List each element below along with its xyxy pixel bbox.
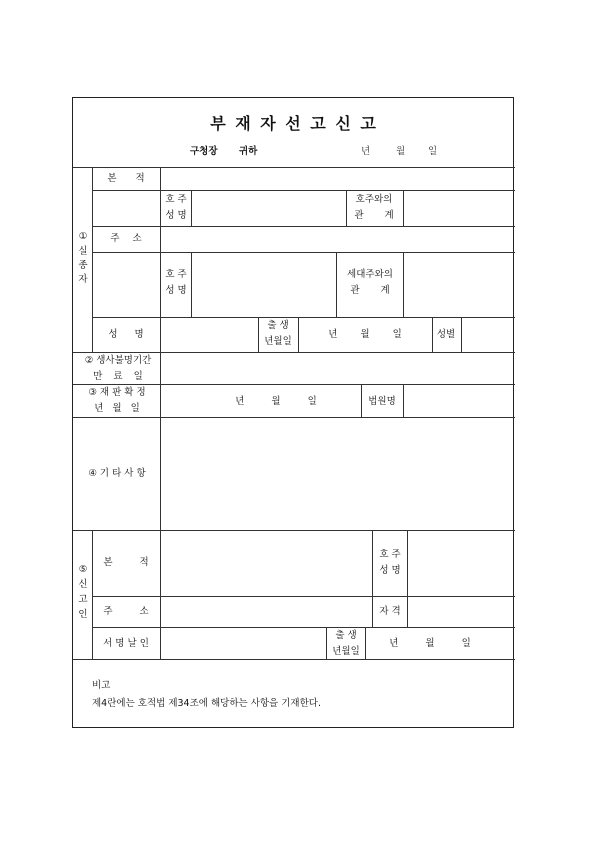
reporter-household-head-label: 호 주 xyxy=(379,549,401,560)
rule xyxy=(298,317,299,352)
rule xyxy=(160,530,161,659)
date-month: 월 xyxy=(396,146,406,157)
reporter-address-label: 주 소 xyxy=(103,606,149,617)
rule xyxy=(432,317,433,352)
section5-number: ⑤ xyxy=(78,564,88,575)
form-title: 부 재 자 선 고 신 고 xyxy=(210,114,378,133)
rule xyxy=(73,167,515,168)
rule xyxy=(92,530,93,659)
section3-label: 년 월 일 xyxy=(94,403,140,414)
household-head-label: 호 주 xyxy=(165,194,187,205)
reporter-birth-date-placeholder: 년 월 일 xyxy=(389,638,471,649)
reporter-birth-label: 출 생 xyxy=(335,630,357,641)
reporter-household-head-label: 성 명 xyxy=(379,565,401,576)
section4-label: ④ 기 타 사 항 xyxy=(88,468,146,479)
section2-label: 만 료 일 xyxy=(93,371,143,382)
rule xyxy=(73,659,515,660)
name-label: 성 명 xyxy=(108,329,144,340)
rule xyxy=(372,530,373,627)
section1-label-char: 종 xyxy=(78,260,88,271)
rule xyxy=(160,226,161,252)
court-label: 법원명 xyxy=(368,396,396,407)
rule xyxy=(160,167,161,190)
rule xyxy=(92,317,515,318)
birth-label: 출 생 xyxy=(267,320,289,331)
birth-date-placeholder: 년 월 일 xyxy=(328,329,402,340)
section1-label-char: 자 xyxy=(78,274,88,285)
relation-label: 호주와의 xyxy=(355,194,393,205)
domicile-label: 본 적 xyxy=(107,173,145,184)
rule xyxy=(92,226,515,227)
relation-label: 관 계 xyxy=(354,210,394,221)
rule xyxy=(73,530,515,531)
section1-number: ① xyxy=(78,231,88,242)
rule xyxy=(403,252,404,317)
rule xyxy=(403,190,404,226)
rule xyxy=(73,417,515,418)
remarks-title: 비고 xyxy=(92,680,111,691)
rule xyxy=(336,252,337,317)
rule xyxy=(191,252,192,317)
rule xyxy=(160,317,161,530)
ruling-date-placeholder: 년 월 일 xyxy=(235,396,317,407)
notification-form xyxy=(72,97,514,728)
gender-label: 성별 xyxy=(436,329,456,340)
rule xyxy=(73,384,515,385)
section1-label-char: 실 xyxy=(78,246,88,257)
remarks-text: 제4란에는 호적법 제34조에 해당하는 사항을 기재한다. xyxy=(92,698,321,709)
reporter-birth-label: 년월일 xyxy=(332,646,360,657)
rule xyxy=(361,384,362,417)
rule xyxy=(346,190,347,226)
rule xyxy=(258,317,259,352)
date-year: 년 xyxy=(361,146,371,157)
relation-householder-label: 관 계 xyxy=(350,285,390,296)
birth-label: 년월일 xyxy=(264,336,292,347)
section5-label-char: 신 xyxy=(78,579,88,590)
rule xyxy=(92,596,515,597)
address-label: 주 소 xyxy=(110,233,142,244)
section2-label: ② 생사불명기간 xyxy=(84,355,152,366)
rule xyxy=(160,190,161,226)
date-day: 일 xyxy=(428,146,438,157)
rule xyxy=(92,167,93,352)
rule xyxy=(191,190,192,226)
rule xyxy=(407,530,408,627)
household-head-label: 성 명 xyxy=(165,210,187,221)
qualification-label: 자 격 xyxy=(379,606,401,617)
relation-householder-label: 세대주와의 xyxy=(347,269,393,280)
householder-label: 성 명 xyxy=(165,285,187,296)
rule xyxy=(92,627,515,628)
reporter-domicile-label: 본 적 xyxy=(103,557,149,568)
rule xyxy=(160,252,161,317)
rule xyxy=(92,190,515,191)
rule xyxy=(326,627,327,659)
rule xyxy=(403,384,404,417)
rule xyxy=(73,352,515,353)
householder-label: 호 주 xyxy=(165,269,187,280)
rule xyxy=(461,317,462,352)
addressee-office: 구청장 xyxy=(190,146,218,157)
rule xyxy=(365,627,366,659)
signature-label: 서 명 날 인 xyxy=(103,638,149,649)
addressee-honorific: 귀하 xyxy=(239,146,258,157)
rule xyxy=(92,252,515,253)
section5-label-char: 고 xyxy=(78,594,88,605)
section3-label: ③ 재 판 확 정 xyxy=(88,387,146,398)
section5-label-char: 인 xyxy=(78,609,88,620)
